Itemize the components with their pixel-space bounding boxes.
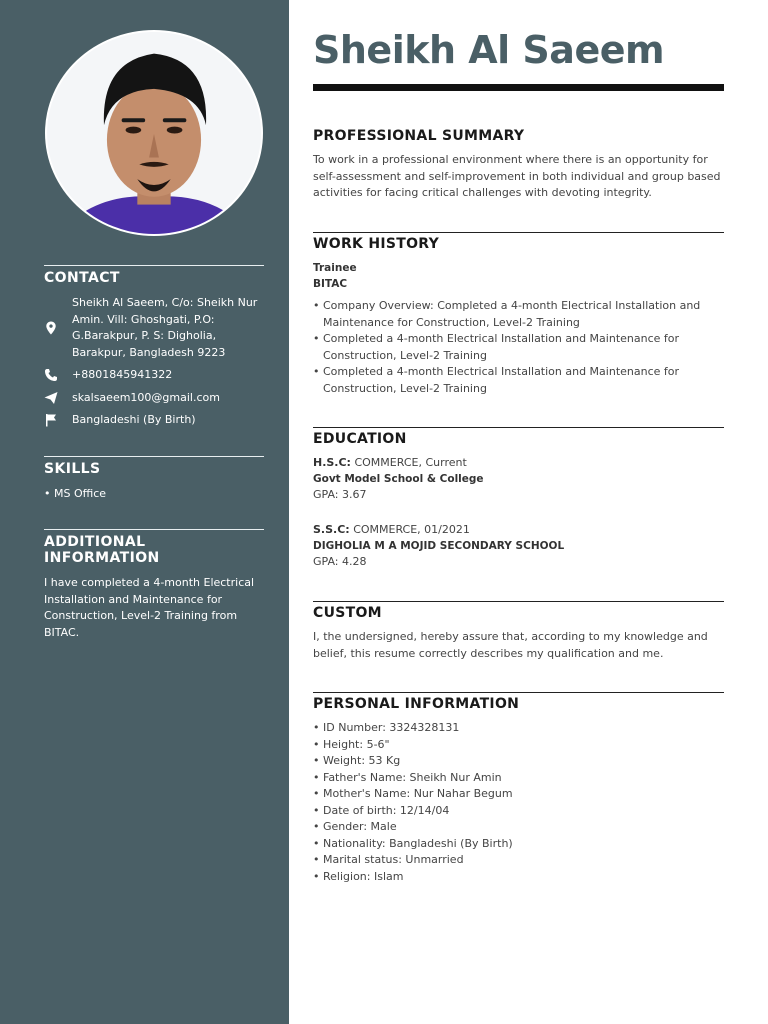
personal-info-divider bbox=[313, 692, 724, 693]
personal-info-section bbox=[313, 692, 724, 885]
additional-info-text: I have completed a 4-month Electrical Installation and Maintenance for Construction, Level-2 Training from BITAC. bbox=[44, 576, 255, 639]
phone-text: +8801845941322 bbox=[72, 368, 173, 381]
phone-icon bbox=[44, 367, 72, 383]
sidebar bbox=[0, 0, 289, 1024]
degree-label: S.S.C: bbox=[313, 523, 350, 536]
degree-detail: COMMERCE, Current bbox=[354, 456, 467, 469]
profile-photo bbox=[45, 30, 263, 236]
custom-divider bbox=[313, 601, 724, 602]
personal-item: • ID Number: 3324328131 bbox=[313, 720, 724, 737]
personal-item-text: Mother's Name: Nur Nahar Begum bbox=[323, 787, 513, 800]
personal-item: • Weight: 53 Kg bbox=[313, 753, 724, 770]
personal-item-text: Father's Name: Sheikh Nur Amin bbox=[323, 770, 502, 784]
paper-plane-icon bbox=[44, 390, 72, 406]
contact-email[interactable] bbox=[44, 390, 264, 407]
education-heading: EDUCATION bbox=[313, 431, 407, 447]
nationality-text: Bangladeshi (By Birth) bbox=[72, 413, 196, 426]
contact-address bbox=[44, 295, 264, 361]
flag-icon bbox=[44, 412, 72, 428]
custom-section bbox=[313, 601, 724, 662]
education-entry bbox=[313, 522, 724, 570]
education-section bbox=[313, 427, 724, 570]
summary-section bbox=[313, 128, 724, 202]
school-name: DIGHOLIA M A MOJID SECONDARY SCHOOL bbox=[313, 540, 565, 552]
email-text: skalsaeem100@gmail.com bbox=[72, 390, 220, 404]
work-history-divider bbox=[313, 232, 724, 233]
personal-item-text: Nationality: Bangladeshi (By Birth) bbox=[323, 836, 513, 850]
personal-item-text: ID Number: 3324328131 bbox=[323, 721, 460, 734]
personal-item-text: Gender: Male bbox=[323, 820, 397, 833]
personal-item-text: Weight: 53 Kg bbox=[323, 754, 401, 767]
contact-nationality bbox=[44, 412, 264, 429]
personal-item: • Father's Name: Sheikh Nur Amin bbox=[313, 770, 724, 787]
personal-item: • Nationality: Bangladeshi (By Birth) bbox=[313, 836, 724, 853]
summary-heading: PROFESSIONAL SUMMARY bbox=[313, 128, 525, 144]
address-text: Sheikh Al Saeem, C/o: Sheikh Nur Amin. Vill: Ghoshgati, P.O: G.Barakpur, P. S: Digholia, Barakpur, Bangladesh 9223 bbox=[72, 296, 258, 359]
school-name: Govt Model School & College bbox=[313, 473, 484, 485]
job-title: Trainee bbox=[313, 262, 357, 274]
profile-photo-image bbox=[47, 32, 261, 234]
contact-heading: CONTACT bbox=[44, 270, 120, 286]
education-divider bbox=[313, 427, 724, 428]
personal-item-text: Marital status: Unmarried bbox=[323, 853, 464, 866]
personal-item: • Marital status: Unmarried bbox=[313, 852, 724, 869]
custom-text: I, the undersigned, hereby assure that, according to my knowledge and belief, this resume correctly describes my qualification and me. bbox=[313, 630, 708, 660]
custom-heading: CUSTOM bbox=[313, 605, 382, 621]
additional-info-section bbox=[44, 529, 264, 641]
degree-label: H.S.C: bbox=[313, 456, 351, 469]
work-history-section bbox=[313, 232, 724, 397]
additional-info-divider bbox=[44, 529, 264, 530]
personal-item: • Height: 5-6" bbox=[313, 737, 724, 754]
personal-item-text: Date of birth: 12/14/04 bbox=[323, 803, 450, 817]
location-pin-icon bbox=[44, 295, 72, 361]
skills-divider bbox=[44, 456, 264, 457]
personal-item-text: Height: 5-6" bbox=[323, 737, 390, 751]
contact-phone[interactable] bbox=[44, 367, 264, 384]
work-history-heading: WORK HISTORY bbox=[313, 236, 440, 252]
work-item-text: Completed a 4-month Electrical Installation and Maintenance for Construction, Level-2 Training bbox=[323, 365, 680, 395]
work-item-text: Completed a 4-month Electrical Installation and Maintenance for Construction, Level-2 Training bbox=[323, 332, 680, 362]
gpa-text: GPA: 4.28 bbox=[313, 555, 367, 568]
skills-heading: SKILLS bbox=[44, 461, 101, 477]
personal-item: • Mother's Name: Nur Nahar Begum bbox=[313, 786, 724, 803]
personal-info-heading: PERSONAL INFORMATION bbox=[313, 696, 520, 712]
work-item-text: Company Overview: Completed a 4-month Electrical Installation and Maintenance for Construction, Level-2 Training bbox=[323, 299, 701, 329]
personal-item: • Gender: Male bbox=[313, 819, 724, 836]
name-underline bbox=[313, 84, 724, 91]
personal-item: • Religion: Islam bbox=[313, 869, 724, 886]
skill-label: MS Office bbox=[54, 487, 107, 500]
candidate-name: Sheikh Al Saeem bbox=[313, 28, 665, 72]
additional-info-heading: ADDITIONAL INFORMATION bbox=[44, 534, 160, 566]
education-entry bbox=[313, 455, 724, 503]
skill-item: • MS Office bbox=[44, 487, 107, 500]
personal-item: • Date of birth: 12/14/04 bbox=[313, 803, 724, 820]
work-item: • Company Overview: Completed a 4-month Electrical Installation and Maintenance for Construction, Level-2 Training bbox=[313, 298, 724, 331]
company-name: BITAC bbox=[313, 278, 348, 290]
gpa-text: GPA: 3.67 bbox=[313, 488, 367, 501]
skills-section bbox=[44, 456, 264, 502]
contact-section bbox=[44, 265, 264, 435]
work-item: • Completed a 4-month Electrical Installation and Maintenance for Construction, Level-2 Training bbox=[313, 364, 724, 397]
work-item: • Completed a 4-month Electrical Installation and Maintenance for Construction, Level-2 Training bbox=[313, 331, 724, 364]
personal-item-text: Religion: Islam bbox=[323, 869, 404, 883]
degree-detail: COMMERCE, 01/2021 bbox=[353, 523, 470, 536]
summary-text: To work in a professional environment where there is an opportunity for self-assessment and self-improvement in both individual and group based activities for facing critical challenges with devoting integrity. bbox=[313, 153, 721, 199]
contact-divider bbox=[44, 265, 264, 266]
